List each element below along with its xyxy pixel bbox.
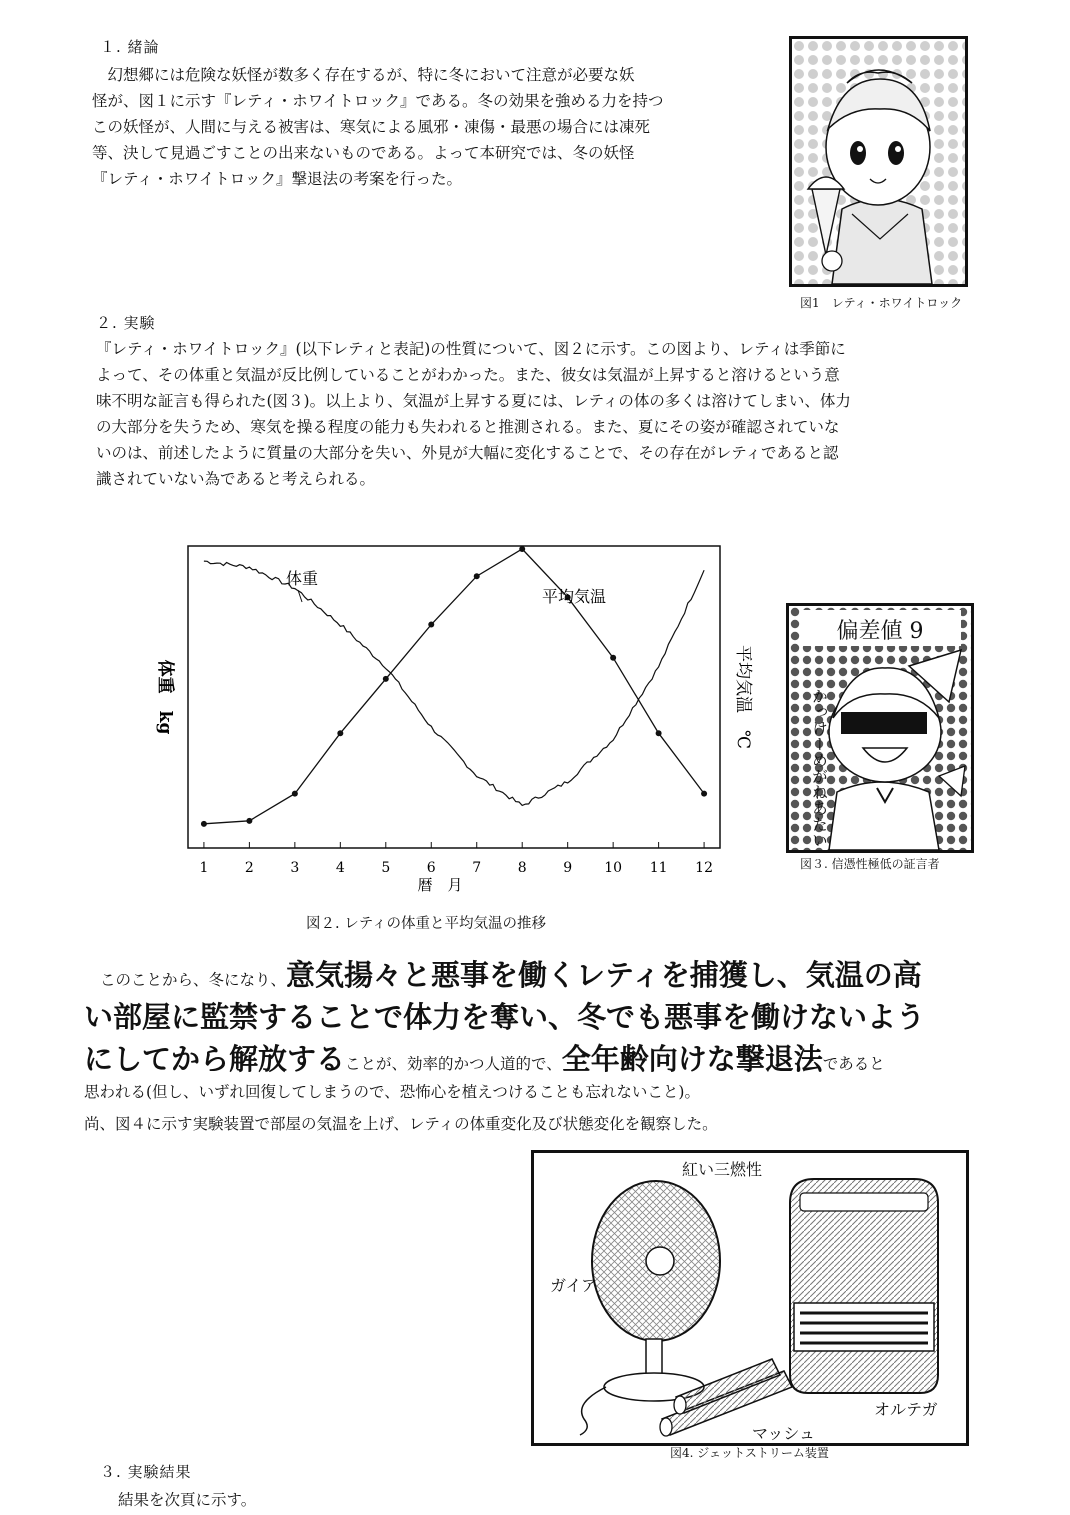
conclusion-line3-small-a: ことが、効率的かつ人道的で、	[345, 1055, 562, 1073]
figure2-chart	[140, 538, 753, 898]
temp-point-6	[428, 622, 434, 628]
conclusion-line1	[100, 956, 1020, 999]
x-tick-label-1: 1	[199, 860, 209, 876]
y-axis-label-left: 体重 kg	[155, 659, 175, 735]
temp-point-4	[337, 730, 343, 736]
x-tick-label-11: 11	[649, 860, 668, 876]
conclusion-line2: い部屋に監禁することで体力を奪い、冬でも悪事を働けないよう	[84, 1000, 926, 1034]
series-label-temp: 平均気温	[542, 587, 607, 606]
conclusion-line3	[84, 1040, 1024, 1083]
conclusion-line3-big-b: 全年齢向けな撃退法	[561, 1042, 823, 1076]
x-tick-label-9: 9	[563, 860, 573, 876]
label-top: 紅い三燃性	[682, 1160, 763, 1179]
temp-point-3	[292, 791, 298, 797]
temp-point-8	[519, 546, 525, 552]
section1-heading: １. 緒論	[100, 38, 160, 56]
heater-icon	[790, 1179, 938, 1393]
section2-heading: ２. 実験	[96, 314, 156, 332]
conclusion-line4: 思われる(但し、いずれ回復してしまうので、恐怖心を植えつけることも忘れないこと)。	[84, 1083, 700, 1101]
temp-point-12	[701, 791, 707, 797]
temp-point-5	[383, 676, 389, 682]
figure1-illustration	[789, 36, 968, 287]
temp-point-1	[201, 821, 207, 827]
temp-point-7	[474, 573, 480, 579]
x-tick-label-12: 12	[695, 860, 713, 876]
x-tick-label-8: 8	[517, 860, 527, 876]
x-axis-label: 暦 月	[417, 876, 463, 894]
figure1-caption: 図1 レティ・ホワイトロック	[800, 296, 963, 310]
temp-point-10	[610, 655, 616, 661]
speech-text: かっけーめがねあたい	[809, 688, 829, 848]
x-tick-label-2: 2	[244, 860, 254, 876]
x-tick-label-10: 10	[604, 860, 623, 876]
conclusion-line1-big: 意気揚々と悪事を働くレティを捕獲し、気温の高	[286, 958, 922, 992]
series-label-weight: 体重	[286, 569, 319, 588]
figure3-caption: 図３. 信憑性極低の証言者	[800, 857, 940, 871]
x-tick-label-7: 7	[472, 860, 482, 876]
conclusion-line3-big-a: にしてから解放する	[84, 1042, 346, 1076]
bubble-text: 偏差値 9	[836, 619, 924, 644]
x-tick-label-6: 6	[426, 860, 436, 876]
figure2-caption: 図２. レティの体重と平均気温の推移	[306, 916, 547, 932]
x-tick-label-5: 5	[381, 860, 391, 876]
label-heater: オルテガ	[874, 1400, 938, 1419]
figure4-caption: 図4. ジェットストリーム装置	[670, 1446, 829, 1460]
x-tick-label-3: 3	[290, 860, 300, 876]
section3-heading: ３. 実験結果	[100, 1463, 192, 1481]
temp-point-2	[246, 818, 252, 824]
jetstream-apparatus	[534, 1153, 966, 1443]
conclusion-line3-small-b: であると	[822, 1055, 885, 1073]
section1-paragraph: 幻想郷には危険な妖怪が数多く存在するが、特に冬において注意が必要な妖 怪が、図１に示す『レティ・ホワイトロック』である。冬の効果を強める力を持つ この妖怪が、人間に与える被害は、寒気による風邪・凍傷・最悪の場合には凍死 等、決して見過ごすことの出来ないものである。よって本研究では、冬の妖怪 『レティ・ホワイトロック』撃退法の考案を行った。	[92, 66, 664, 188]
conclusion-line1-small: このことから、冬になり、	[100, 971, 287, 989]
section2-paragraph: 『レティ・ホワイトロック』(以下レティと表記)の性質について、図２に示す。この図より、レティは季節に よって、その体重と気温が反比例していることがわかった。また、彼女は気温が上昇すると溶けるという意 味不明な証言も得られた(図３)。以上より、気温が上昇する夏には、レティの体の多くは溶けてしまい、体力 の大部分を失うため、寒気を操る程度の能力も失われると推測される。また、夏にその姿が確認されていな いのは、前述したように質量の大部分を失い、外見が大幅に変化することで、その存在がレティであると認 識されていない為であると考えられる。	[96, 340, 851, 488]
conclusion-line5: 尚、図４に示す実験装置で部屋の気温を上げ、レティの体重変化及び状態変化を観察した。	[84, 1115, 718, 1133]
censor-bar	[841, 712, 927, 734]
label-wood: マッシュ	[752, 1424, 816, 1443]
section3-paragraph: 結果を次頁に示す。	[118, 1491, 257, 1509]
figure3-illustration	[786, 603, 974, 853]
label-fan: ガイア	[550, 1276, 598, 1295]
x-tick-label-4: 4	[335, 860, 345, 876]
temp-point-11	[656, 730, 662, 736]
letty-illustration	[792, 39, 965, 284]
figure4-illustration	[531, 1150, 969, 1446]
y-axis-label-right: 平均気温 ℃	[733, 644, 753, 750]
witness-illustration	[789, 606, 971, 850]
